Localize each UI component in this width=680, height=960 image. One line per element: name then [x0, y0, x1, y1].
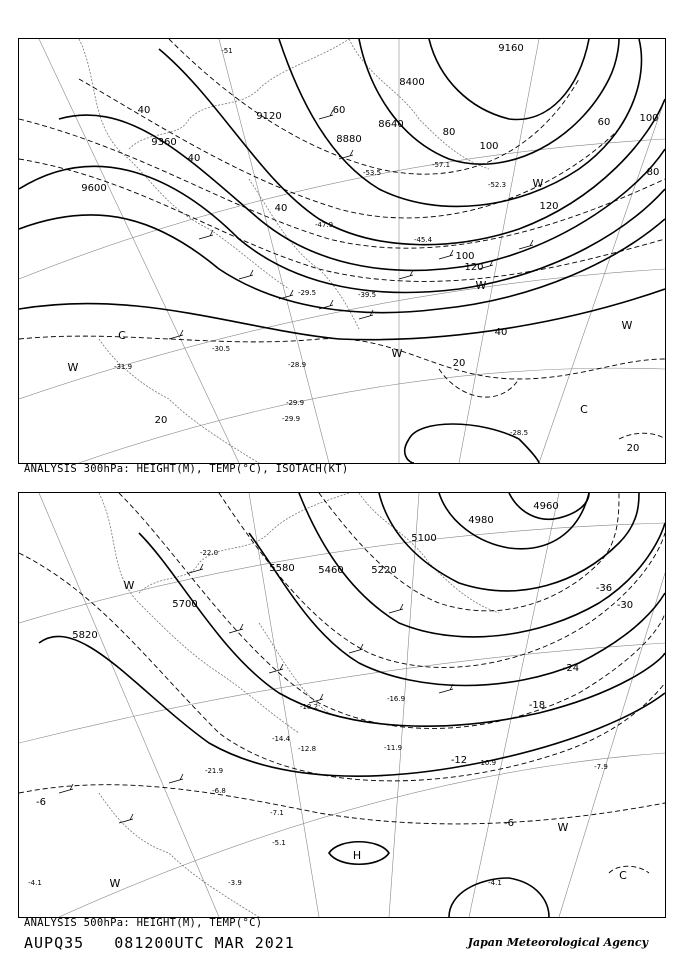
warm-marker: W: [532, 177, 544, 190]
station-label-group: [28, 549, 608, 887]
warm-marker: W: [123, 579, 135, 592]
cold-marker: C: [580, 403, 588, 416]
height-label: 9160: [498, 43, 524, 54]
temp-label: -51: [221, 47, 233, 55]
height-label: 5700: [172, 599, 198, 610]
height-label: 9120: [256, 111, 282, 122]
height-label: 5820: [72, 630, 98, 641]
isotach-label: 80: [442, 127, 456, 138]
map-panel-500hpa: [18, 492, 666, 918]
temp-label: -52.3: [487, 181, 507, 189]
height-label: 4960: [533, 501, 559, 512]
cold-marker: C: [118, 329, 126, 342]
agency-name: Japan Meteorological Agency: [467, 936, 648, 949]
temp-label: -57.1: [431, 161, 451, 169]
station-label: -10.9: [477, 759, 497, 767]
panel-500hpa-caption: ANALYSIS 500hPa: HEIGHT(M), TEMP(°C): [24, 917, 263, 929]
isotach-label: 60: [597, 117, 611, 128]
chart-identifier: AUPQ35 081200UTC MAR 2021: [24, 934, 295, 952]
map-500hpa-svg: [19, 493, 665, 917]
isotach-label: 40: [137, 105, 151, 116]
temp-label: -30.5: [211, 345, 231, 353]
isotach-label: 40: [274, 203, 288, 214]
cold-marker: C: [619, 869, 627, 882]
temp-label: -28.5: [509, 429, 529, 437]
station-label: -7.9: [594, 763, 608, 771]
isotherm-label: -12: [450, 755, 468, 766]
isotach-label-group: [138, 105, 660, 454]
height-label-group: [72, 501, 558, 641]
isotach-label: 60: [332, 105, 346, 116]
isotach-label: 20: [452, 358, 466, 369]
height-contours: [19, 39, 665, 463]
height-label: 5460: [318, 565, 344, 576]
temp-label: -39.5: [357, 291, 377, 299]
temp-label: -53.5: [362, 169, 382, 177]
height-label: 9360: [151, 137, 177, 148]
isotach-label: 20: [626, 443, 640, 454]
isotherm-label: -36: [595, 583, 613, 594]
station-label: -5.1: [272, 839, 286, 847]
station-label: -14.4: [271, 735, 291, 743]
temp-label: -29.9: [281, 415, 301, 423]
height-label: 5220: [371, 565, 397, 576]
coastline: [79, 39, 489, 463]
isotherm-label-group: [36, 583, 633, 829]
warm-marker: W: [67, 361, 79, 374]
station-label: -18.2: [299, 703, 319, 711]
map-panel-300hpa: [18, 38, 666, 464]
isotach-label: 100: [479, 141, 499, 152]
temp-label: -45.4: [413, 236, 433, 244]
height-label: 8880: [336, 134, 362, 145]
isotach-label: 20: [154, 415, 168, 426]
station-label: -12.8: [297, 745, 317, 753]
isotherm-label: -24: [562, 663, 580, 674]
warm-marker: W: [621, 319, 633, 332]
warm-marker: W: [109, 877, 121, 890]
isotach-label: 40: [187, 153, 201, 164]
isotherm-label: -30: [616, 600, 634, 611]
temp-label: -31.9: [113, 363, 133, 371]
station-label: -21.9: [204, 767, 224, 775]
warm-marker: W: [475, 279, 487, 292]
station-label: -11.9: [383, 744, 403, 752]
isotach-label: 40: [494, 327, 508, 338]
station-label: -16.9: [386, 695, 406, 703]
isotherm-label: -6: [504, 818, 514, 829]
isotherm-label: -18: [528, 700, 546, 711]
height-label: 5100: [411, 533, 437, 544]
station-label: -22.0: [199, 549, 219, 557]
map-300hpa-svg: [19, 39, 665, 463]
high-pressure-marker: H: [352, 849, 362, 862]
isotherm-label: -6: [36, 797, 46, 808]
isotach-label: 120: [539, 201, 559, 212]
temp-label: -47.9: [314, 221, 334, 229]
warm-marker: W: [557, 821, 569, 834]
graticule: [19, 39, 665, 463]
isotach-label: 100: [455, 251, 475, 262]
warm-marker: W: [391, 347, 403, 360]
isotach-label: 120: [464, 262, 484, 273]
height-label: 4980: [468, 515, 494, 526]
temp-label: -28.9: [287, 361, 307, 369]
station-label: -4.1: [28, 879, 42, 887]
wind-barbs: [59, 564, 453, 823]
station-label: -4.1: [488, 879, 502, 887]
station-label: -7.1: [270, 809, 284, 817]
temp-label: -29.9: [285, 399, 305, 407]
panel-300hpa-caption: ANALYSIS 300hPa: HEIGHT(M), TEMP(°C), ISOTACH(KT): [24, 463, 349, 475]
temp-label: -29.5: [297, 289, 317, 297]
height-label: 5580: [269, 563, 295, 574]
height-label: 9600: [81, 183, 107, 194]
isotach-label: 80: [646, 167, 660, 178]
height-label: 8640: [378, 119, 404, 130]
pressure-markers: [68, 177, 633, 416]
station-label: -3.9: [228, 879, 242, 887]
station-label: -6.8: [212, 787, 226, 795]
isotach-label: 100: [639, 113, 659, 124]
height-label: 8400: [399, 77, 425, 88]
